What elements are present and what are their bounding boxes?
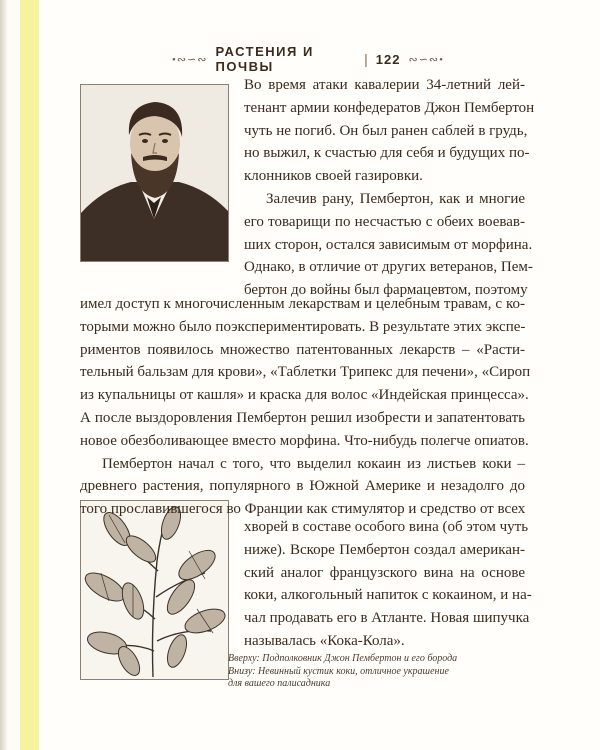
book-spine-strip [20, 0, 39, 750]
page-edge-shadow [0, 0, 8, 750]
coca-plant-image [80, 500, 229, 680]
text-line: бертон до войны был фармацевтом, поэтому [244, 282, 528, 299]
text-line: торыми можно было поэкспериментировать. В результате этих экспе- [80, 318, 526, 335]
text-line: ших сторон, остался зависимым от морфина. [244, 236, 533, 253]
ornament-left-icon: •∾∽∾ [172, 53, 208, 66]
text-line: чал продавать его в Атланте. Новая шипучка [244, 610, 530, 627]
text-block-right-of-plant [244, 516, 532, 653]
text-line: Однако, в отличие от других ветеранов, Пем- [244, 259, 533, 276]
text-line: Залечив рану, Пембертон, как и многие [266, 190, 525, 207]
text-line: но выжил, к счастью для себя и будущих по- [244, 145, 530, 162]
text-line: ниже). Вскоре Пембертон создал американ- [244, 541, 525, 558]
text-line: ский аналог французского вина на основе [244, 564, 525, 581]
text-line: новое обезболивающее вместо морфина. Что-нибудь полегче опиатов. [80, 432, 529, 449]
caption-line-bottom: Внизу: Невинный кустик коки, отличное украшение [228, 665, 449, 677]
text-line: А после выздоровления Пембертон решил изобрести и запатентовать [80, 409, 525, 426]
image-caption [228, 653, 528, 691]
caption-line-top: Вверху: Подполковник Джон Пембертон и его борода [228, 653, 458, 664]
text-line: чуть не погиб. Он был ранен саблей в грудь, [244, 122, 528, 139]
text-line: имел доступ к многочисленным лекарствам и целебным травам, с ко- [80, 296, 525, 312]
text-line: называлась «Кока-Кола». [244, 632, 405, 649]
text-line: тенант армии конфедератов Джон Пембертон [244, 99, 535, 116]
ornament-right-icon: ∾∽∾• [408, 53, 444, 66]
text-line: Пембертон начал с того, что выделил кокаин из листьев коки – [102, 455, 525, 472]
page-number: 122 [375, 51, 401, 67]
portrait-illustration [81, 85, 228, 261]
text-line: из купальницы от кашля» и краска для волос «Индейская принцесса». [80, 387, 529, 404]
text-line: его товарищи по несчастью с обеих воевав- [244, 213, 525, 230]
text-line: коки, алкогольный напиток с кокаином, и на- [244, 587, 532, 604]
text-line: клонников своей газировки. [244, 168, 423, 185]
text-block-right-of-portrait [244, 74, 535, 302]
header-separator: | [364, 51, 368, 67]
text-line: хворей в составе особого вина (об этом чуть [244, 519, 529, 535]
text-line: того прославившегося во Франции как стимулятор и средство от всех [80, 501, 526, 518]
running-header [172, 44, 444, 74]
text-line: Во время атаки кавалерии 34-летний лей- [244, 77, 525, 93]
text-line: тельный бальзам для крови», «Таблетки Трипекс для печени», «Сироп [80, 364, 531, 381]
coca-plant-illustration [81, 501, 228, 679]
text-block-full-width [80, 293, 531, 521]
chapter-title: РАСТЕНИЯ И ПОЧВЫ [215, 44, 314, 74]
text-line: риментов появилось множество патентованных лекарств – «Расти- [80, 341, 525, 358]
portrait-image [80, 84, 229, 262]
caption-line-bottom-cont: для вашего палисадника [228, 678, 331, 689]
text-line: древнего растения, популярного в Южной Америке и незадолго до [80, 478, 525, 495]
